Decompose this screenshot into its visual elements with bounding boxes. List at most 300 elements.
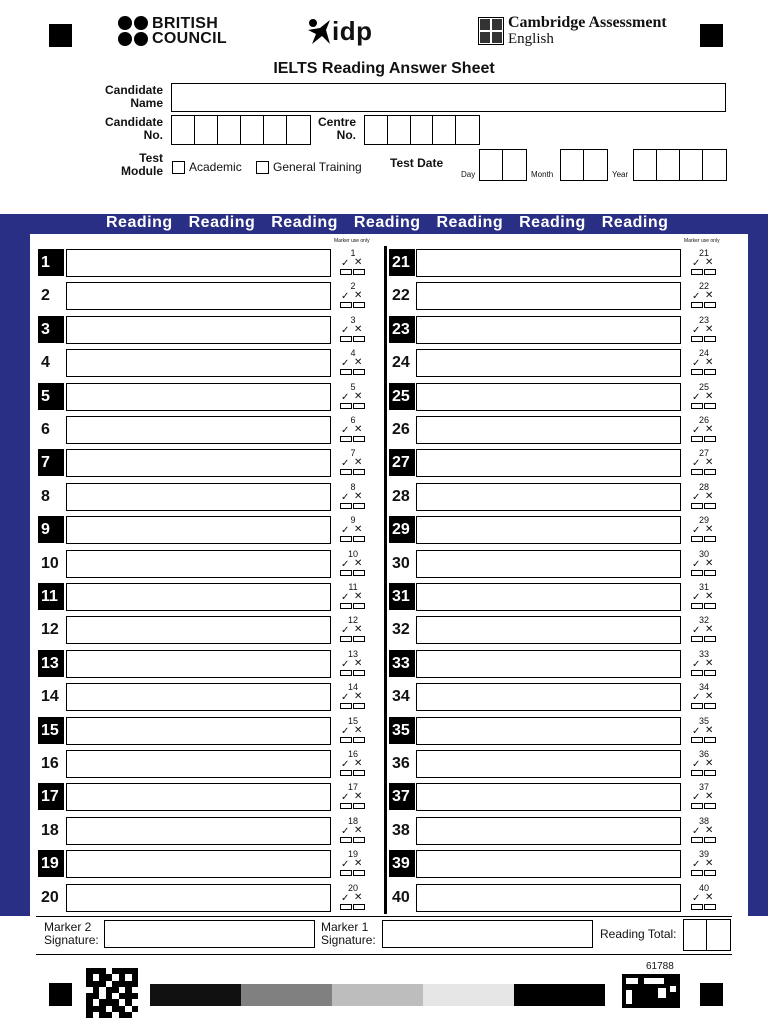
digit-cell[interactable] <box>264 116 287 144</box>
correct-mark-box[interactable] <box>691 503 703 509</box>
centre-no-field[interactable] <box>364 115 480 145</box>
tick-icon: ✓ <box>341 759 350 770</box>
answer-field[interactable] <box>66 249 331 277</box>
digit-cell[interactable] <box>218 116 241 144</box>
marker-number: 27 <box>698 448 709 459</box>
correct-mark-box[interactable] <box>340 803 352 809</box>
test-module-label-line-1: Test <box>139 151 163 165</box>
answer-row <box>38 881 369 914</box>
correct-mark-box[interactable] <box>691 336 703 342</box>
correct-mark-box[interactable] <box>691 703 703 709</box>
digit-cell[interactable] <box>634 150 657 180</box>
question-number: 19 <box>38 850 64 877</box>
answer-field[interactable] <box>416 349 681 377</box>
answer-row <box>38 279 369 312</box>
answer-field[interactable] <box>416 783 681 811</box>
tick-icon: ✓ <box>341 692 350 704</box>
answer-row <box>389 346 720 379</box>
correct-mark-box[interactable] <box>691 269 703 275</box>
answer-row <box>38 446 369 479</box>
incorrect-mark-box[interactable] <box>704 536 716 542</box>
tick-icon: ✓ <box>341 859 350 871</box>
correct-mark-box[interactable] <box>691 436 703 442</box>
registration-mark-top-left <box>49 24 72 47</box>
correct-mark-box[interactable] <box>340 837 352 843</box>
cross-icon: ✕ <box>705 691 714 703</box>
incorrect-mark-box[interactable] <box>353 770 365 776</box>
marker-box <box>688 547 720 580</box>
answer-field[interactable] <box>66 282 331 310</box>
tick-icon: ✓ <box>692 558 701 570</box>
answer-row <box>38 513 369 546</box>
correct-mark-box[interactable] <box>691 670 703 676</box>
correct-mark-box[interactable] <box>340 403 352 409</box>
marker-box <box>688 881 720 914</box>
answer-row <box>389 747 720 780</box>
tick-icon: ✓ <box>341 725 350 737</box>
correct-mark-box[interactable] <box>340 269 352 275</box>
marker-number: 6 <box>350 415 356 425</box>
digit-cell[interactable] <box>657 150 680 180</box>
answer-field[interactable] <box>416 383 681 411</box>
incorrect-mark-box[interactable] <box>704 670 716 676</box>
tick-icon: ✓ <box>341 558 350 570</box>
marker-box <box>337 714 369 747</box>
answer-field[interactable] <box>416 850 681 878</box>
marker-number: 12 <box>347 615 358 626</box>
answer-field[interactable] <box>66 416 331 444</box>
cross-icon: ✕ <box>705 824 714 836</box>
candidate-no-label-line-2: No. <box>143 128 163 142</box>
cross-icon: ✕ <box>354 657 363 669</box>
answer-field[interactable] <box>66 783 331 811</box>
correct-mark-box[interactable] <box>340 636 352 642</box>
cross-icon: ✕ <box>354 758 363 769</box>
cross-icon: ✕ <box>354 624 363 636</box>
correct-mark-box[interactable] <box>691 570 703 576</box>
marker-number: 31 <box>698 582 709 592</box>
cross-icon: ✕ <box>354 557 363 569</box>
marker-box <box>337 847 369 880</box>
incorrect-mark-box[interactable] <box>704 269 716 275</box>
answer-field[interactable] <box>416 282 681 310</box>
cross-icon: ✕ <box>354 691 363 703</box>
answer-field[interactable] <box>416 683 681 711</box>
tick-icon: ✓ <box>692 859 701 871</box>
incorrect-mark-box[interactable] <box>353 336 365 342</box>
marker-box <box>688 814 720 847</box>
correct-mark-box[interactable] <box>340 904 352 910</box>
incorrect-mark-box[interactable] <box>353 436 365 442</box>
cross-icon: ✕ <box>705 290 714 302</box>
correct-mark-box[interactable] <box>340 503 352 509</box>
answer-field[interactable] <box>66 550 331 578</box>
answer-field[interactable] <box>416 516 681 544</box>
cross-icon: ✕ <box>705 624 714 636</box>
cross-icon: ✕ <box>354 891 363 903</box>
incorrect-mark-box[interactable] <box>353 269 365 275</box>
cross-icon: ✕ <box>705 791 714 803</box>
incorrect-mark-box[interactable] <box>353 503 365 509</box>
correct-mark-box[interactable] <box>340 703 352 709</box>
marker1-label-line-2: Signature: <box>321 933 376 947</box>
answer-row <box>38 714 369 747</box>
candidate-no-field[interactable] <box>171 115 311 145</box>
tick-icon: ✓ <box>341 892 350 904</box>
answer-field[interactable] <box>66 850 331 878</box>
answer-field[interactable] <box>66 683 331 711</box>
incorrect-mark-box[interactable] <box>704 904 716 910</box>
marker-number: 5 <box>350 381 356 392</box>
incorrect-mark-box[interactable] <box>353 302 365 308</box>
tick-icon: ✓ <box>692 792 701 804</box>
british-council-logo <box>118 16 227 46</box>
incorrect-mark-box[interactable] <box>353 703 365 709</box>
candidate-no-label-line-1: Candidate <box>104 115 163 129</box>
question-number: 31 <box>389 583 415 610</box>
answer-field[interactable] <box>416 316 681 344</box>
answer-field[interactable] <box>66 884 331 912</box>
marker-box <box>337 747 369 780</box>
band-label: Reading <box>601 214 669 231</box>
marker-box <box>688 613 720 646</box>
answer-field[interactable] <box>66 516 331 544</box>
incorrect-mark-box[interactable] <box>353 636 365 642</box>
incorrect-mark-box[interactable] <box>353 670 365 676</box>
digit-cell[interactable] <box>172 116 195 144</box>
marker-box <box>337 814 369 847</box>
correct-mark-box[interactable] <box>340 469 352 475</box>
marker-box <box>688 714 720 747</box>
marker-use-only-left: Marker use only <box>334 238 370 244</box>
correct-mark-box[interactable] <box>340 737 352 743</box>
answer-field[interactable] <box>66 717 331 745</box>
reading-total-field[interactable] <box>683 919 731 951</box>
incorrect-mark-box[interactable] <box>704 636 716 642</box>
marker-box <box>337 513 369 546</box>
answer-row <box>389 279 720 312</box>
answer-row <box>389 547 720 580</box>
answer-row <box>389 246 720 279</box>
question-number: 8 <box>41 487 50 505</box>
answer-row <box>38 380 369 413</box>
tick-icon: ✓ <box>341 358 350 370</box>
question-number: 11 <box>38 583 64 610</box>
incorrect-mark-box[interactable] <box>704 837 716 843</box>
answer-row <box>38 847 369 880</box>
correct-mark-box[interactable] <box>340 670 352 676</box>
cross-icon: ✕ <box>354 524 363 536</box>
question-number: 7 <box>38 449 64 476</box>
band-label: Reading <box>106 214 173 231</box>
answer-field[interactable] <box>416 483 681 511</box>
test-date-month-field[interactable] <box>560 149 608 181</box>
marker-box <box>337 680 369 713</box>
digit-cell[interactable] <box>503 150 526 180</box>
answer-field[interactable] <box>66 817 331 845</box>
incorrect-mark-box[interactable] <box>704 369 716 375</box>
year-label: Year <box>612 170 629 179</box>
answer-field[interactable] <box>416 249 681 277</box>
correct-mark-box[interactable] <box>340 603 352 609</box>
answer-row <box>389 580 720 613</box>
marker-number: 33 <box>698 648 709 659</box>
footer-bottom-rule <box>36 954 732 955</box>
answer-field[interactable] <box>66 750 331 778</box>
digit-cell[interactable] <box>388 116 411 144</box>
answer-row <box>389 847 720 880</box>
digit-cell[interactable] <box>241 116 264 144</box>
cross-icon: ✕ <box>705 858 714 870</box>
correct-mark-box[interactable] <box>691 837 703 843</box>
candidate-name-label-line-1: Candidate <box>104 83 163 97</box>
question-number: 1 <box>38 249 64 276</box>
tick-icon: ✓ <box>692 892 701 904</box>
marker-box <box>688 380 720 413</box>
correct-mark-box[interactable] <box>691 636 703 642</box>
marker-number: 38 <box>698 815 709 826</box>
correct-mark-box[interactable] <box>340 536 352 542</box>
answer-row <box>38 747 369 780</box>
answer-field[interactable] <box>416 583 681 611</box>
cross-icon: ✕ <box>705 657 714 669</box>
question-number: 24 <box>392 354 410 372</box>
correct-mark-box[interactable] <box>691 403 703 409</box>
incorrect-mark-box[interactable] <box>353 570 365 576</box>
digit-cell[interactable] <box>707 920 730 950</box>
tick-icon: ✓ <box>341 792 350 804</box>
marker-box <box>337 881 369 914</box>
digit-cell[interactable] <box>411 116 434 144</box>
tick-icon: ✓ <box>341 625 350 637</box>
incorrect-mark-box[interactable] <box>704 336 716 342</box>
digit-cell[interactable] <box>480 150 503 180</box>
correct-mark-box[interactable] <box>340 870 352 876</box>
digit-cell[interactable] <box>365 116 388 144</box>
answer-field[interactable] <box>66 616 331 644</box>
answer-row <box>38 613 369 646</box>
incorrect-mark-box[interactable] <box>353 403 365 409</box>
centre-no-label-line-2: No. <box>336 128 356 142</box>
incorrect-mark-box[interactable] <box>704 469 716 475</box>
incorrect-mark-box[interactable] <box>704 302 716 308</box>
digit-cell[interactable] <box>684 920 707 950</box>
question-number: 2 <box>41 287 50 305</box>
correct-mark-box[interactable] <box>340 570 352 576</box>
correct-mark-box[interactable] <box>691 302 703 308</box>
cross-icon: ✕ <box>705 457 714 469</box>
cross-icon: ✕ <box>705 591 714 602</box>
incorrect-mark-box[interactable] <box>704 770 716 776</box>
marker-number: 13 <box>347 648 358 659</box>
general-training-checkbox[interactable] <box>256 161 269 174</box>
incorrect-mark-box[interactable] <box>353 837 365 843</box>
question-number: 40 <box>392 888 410 906</box>
question-number: 38 <box>392 821 410 839</box>
question-number: 23 <box>389 316 415 343</box>
marker-number: 39 <box>698 849 709 860</box>
question-number: 17 <box>38 783 64 810</box>
test-module-label-line-2: Module <box>121 164 163 178</box>
question-number: 37 <box>389 783 415 810</box>
marker-box <box>688 446 720 479</box>
correct-mark-box[interactable] <box>691 737 703 743</box>
incorrect-mark-box[interactable] <box>704 403 716 409</box>
answer-field[interactable] <box>416 750 681 778</box>
candidate-name-field[interactable] <box>171 83 726 112</box>
answer-row <box>38 346 369 379</box>
digit-cell[interactable] <box>195 116 218 144</box>
reading-total-label: Reading Total: <box>600 927 677 941</box>
incorrect-mark-box[interactable] <box>353 536 365 542</box>
marker2-signature-field[interactable] <box>104 920 315 948</box>
digit-cell[interactable] <box>680 150 703 180</box>
incorrect-mark-box[interactable] <box>353 870 365 876</box>
candidate-no-label <box>90 116 163 142</box>
british-council-dots-icon <box>118 16 148 46</box>
cross-icon: ✕ <box>705 490 714 502</box>
answer-field[interactable] <box>66 583 331 611</box>
correct-mark-box[interactable] <box>340 302 352 308</box>
answer-field[interactable] <box>416 550 681 578</box>
marker-box <box>337 279 369 312</box>
correct-mark-box[interactable] <box>340 770 352 776</box>
tick-icon: ✓ <box>692 825 701 837</box>
incorrect-mark-box[interactable] <box>353 737 365 743</box>
tick-icon: ✓ <box>341 291 350 303</box>
correct-mark-box[interactable] <box>691 904 703 910</box>
answer-field[interactable] <box>416 717 681 745</box>
digit-cell[interactable] <box>584 150 607 180</box>
shade-swatch <box>423 984 514 1006</box>
marker-box <box>688 279 720 312</box>
british-council-line-2: COUNCIL <box>152 30 227 47</box>
marker-number: 20 <box>347 882 358 893</box>
digit-cell[interactable] <box>287 116 310 144</box>
barcode-icon <box>622 974 680 1008</box>
answer-field[interactable] <box>66 483 331 511</box>
marker-number: 34 <box>698 682 709 693</box>
registration-mark-top-right <box>700 24 723 47</box>
incorrect-mark-box[interactable] <box>704 703 716 709</box>
correct-mark-box[interactable] <box>340 336 352 342</box>
cross-icon: ✕ <box>705 724 714 736</box>
answer-row <box>38 313 369 346</box>
tick-icon: ✓ <box>341 324 350 336</box>
incorrect-mark-box[interactable] <box>704 603 716 609</box>
page-title: IELTS Reading Answer Sheet <box>273 60 495 77</box>
correct-mark-box[interactable] <box>691 870 703 876</box>
marker-number: 26 <box>698 415 709 425</box>
answer-field[interactable] <box>66 316 331 344</box>
answer-field[interactable] <box>416 884 681 912</box>
incorrect-mark-box[interactable] <box>704 570 716 576</box>
answer-field[interactable] <box>66 349 331 377</box>
tick-icon: ✓ <box>692 491 701 503</box>
answer-field[interactable] <box>416 449 681 477</box>
academic-checkbox[interactable] <box>172 161 185 174</box>
incorrect-mark-box[interactable] <box>704 503 716 509</box>
correct-mark-box[interactable] <box>691 469 703 475</box>
tick-icon: ✓ <box>341 491 350 503</box>
cross-icon: ✕ <box>705 424 714 435</box>
answer-field[interactable] <box>416 817 681 845</box>
incorrect-mark-box[interactable] <box>353 803 365 809</box>
incorrect-mark-box[interactable] <box>353 469 365 475</box>
digit-cell[interactable] <box>703 150 726 180</box>
correct-mark-box[interactable] <box>691 803 703 809</box>
academic-label: Academic <box>189 160 242 174</box>
answer-field[interactable] <box>416 416 681 444</box>
digit-cell[interactable] <box>433 116 456 144</box>
answer-field[interactable] <box>66 650 331 678</box>
marker2-label <box>44 921 99 947</box>
marker1-signature-field[interactable] <box>382 920 593 948</box>
answer-row <box>38 780 369 813</box>
digit-cell[interactable] <box>561 150 584 180</box>
correct-mark-box[interactable] <box>691 770 703 776</box>
incorrect-mark-box[interactable] <box>704 803 716 809</box>
answer-row <box>389 680 720 713</box>
band-label: Reading <box>353 214 421 231</box>
centre-no-label-line-1: Centre <box>317 115 356 129</box>
correct-mark-box[interactable] <box>691 369 703 375</box>
tick-icon: ✓ <box>692 658 701 670</box>
incorrect-mark-box[interactable] <box>353 369 365 375</box>
incorrect-mark-box[interactable] <box>353 904 365 910</box>
registration-mark-bottom-left <box>49 983 72 1006</box>
answer-field[interactable] <box>66 449 331 477</box>
answer-field[interactable] <box>416 616 681 644</box>
question-number: 16 <box>41 755 59 772</box>
tick-icon: ✓ <box>341 525 350 537</box>
marker-number: 30 <box>698 548 709 559</box>
test-date-day-field[interactable] <box>479 149 527 181</box>
question-number: 20 <box>41 888 59 906</box>
answer-field[interactable] <box>416 650 681 678</box>
answer-row <box>38 246 369 279</box>
question-number: 14 <box>41 688 59 706</box>
marker-box <box>688 580 720 613</box>
incorrect-mark-box[interactable] <box>704 737 716 743</box>
cross-icon: ✕ <box>354 457 363 469</box>
footer-top-rule <box>36 916 732 917</box>
marker-number: 7 <box>350 448 356 459</box>
incorrect-mark-box[interactable] <box>353 603 365 609</box>
answer-field[interactable] <box>66 383 331 411</box>
marker-number: 11 <box>348 582 358 592</box>
correct-mark-box[interactable] <box>340 369 352 375</box>
marker-number: 40 <box>698 882 709 893</box>
question-number: 18 <box>41 821 59 839</box>
test-date-year-field[interactable] <box>633 149 727 181</box>
correct-mark-box[interactable] <box>340 436 352 442</box>
cross-icon: ✕ <box>354 390 363 402</box>
marker1-label <box>321 921 376 947</box>
tick-icon: ✓ <box>341 425 350 436</box>
marker-box <box>688 647 720 680</box>
digit-cell[interactable] <box>456 116 479 144</box>
correct-mark-box[interactable] <box>691 603 703 609</box>
tick-icon: ✓ <box>341 658 350 670</box>
marker-number: 9 <box>350 515 356 526</box>
incorrect-mark-box[interactable] <box>704 870 716 876</box>
correct-mark-box[interactable] <box>691 536 703 542</box>
marker-number: 28 <box>698 481 709 492</box>
answer-row <box>38 680 369 713</box>
cross-icon: ✕ <box>705 524 714 536</box>
incorrect-mark-box[interactable] <box>704 436 716 442</box>
